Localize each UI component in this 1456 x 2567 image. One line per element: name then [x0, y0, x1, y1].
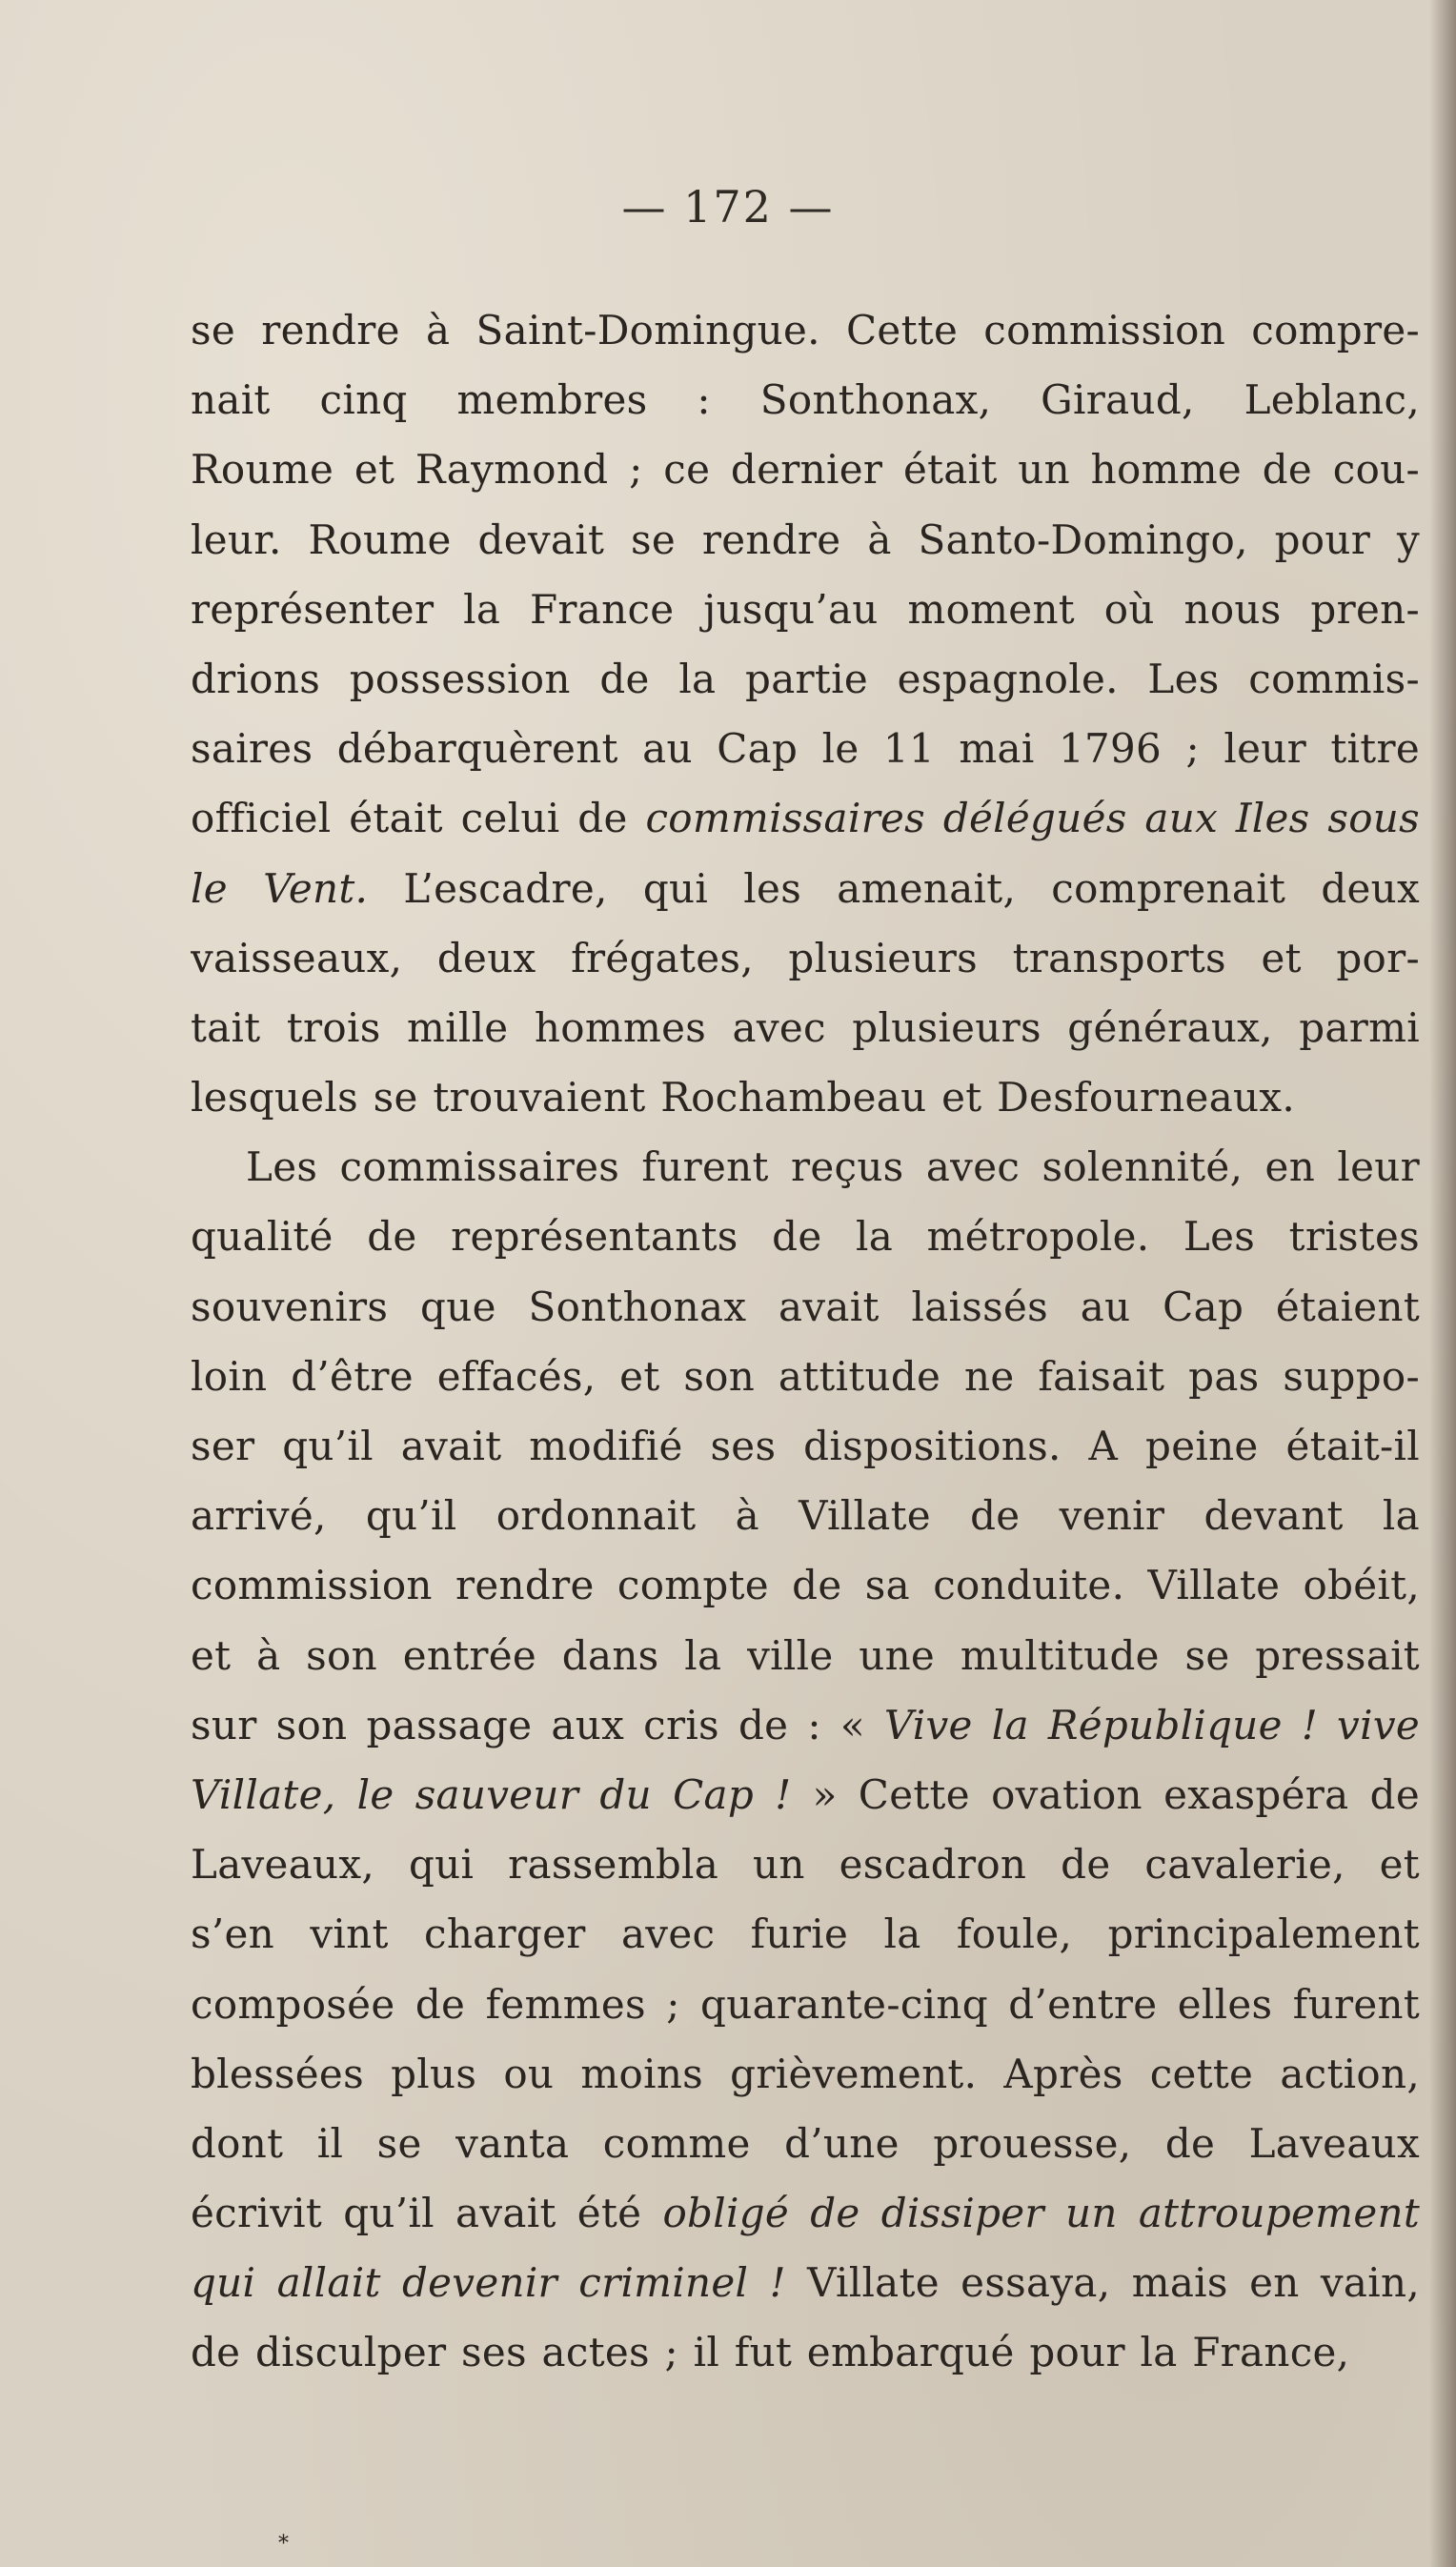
text-segment: sur son passage aux cris de : «	[191, 1701, 884, 1748]
text-segment: qualité de représentants de la métropole. Les tristes	[191, 1213, 1420, 1261]
text-line	[191, 295, 1420, 365]
text-segment: commission rendre compte de sa conduite. Villate obéit,	[191, 1562, 1420, 1609]
text-line	[191, 1272, 1420, 1342]
text-line	[191, 1411, 1420, 1481]
text-segment: loin d’être effacés, et son attitude ne faisait pas suppo-	[191, 1352, 1420, 1400]
text-line	[191, 435, 1420, 504]
text-line	[191, 505, 1420, 575]
text-segment: Roume et Raymond ; ce dernier était un homme de cou-	[191, 446, 1420, 494]
text-segment: et à son entrée dans la ville une multitude se pressait	[191, 1631, 1420, 1679]
text-segment: écrivit qu’il avait été	[191, 2190, 663, 2237]
text-line	[191, 2039, 1420, 2109]
text-line	[191, 2109, 1420, 2178]
text-segment: vaisseaux, deux frégates, plusieurs transports et por-	[191, 934, 1420, 981]
italic-segment: le Vent.	[191, 864, 369, 912]
signature-mark: ⁎	[278, 2525, 289, 2549]
text-line	[191, 1760, 1420, 1829]
text-segment: arrivé, qu’il ordonnait à Villate de venir devant la	[191, 1492, 1420, 1540]
text-segment: Villate essaya, mais en vain,	[785, 2259, 1420, 2307]
text-line	[191, 1132, 1420, 1202]
text-line	[191, 1970, 1420, 2039]
text-line	[191, 1621, 1420, 1690]
page-number: — 172 —	[621, 181, 835, 232]
text-line	[191, 1062, 1420, 1132]
text-segment: Les commissaires furent reçus avec solennité, en leur	[246, 1143, 1420, 1191]
body-text	[191, 295, 1420, 2388]
text-segment: dont il se vanta comme d’une prouesse, de Laveaux	[191, 2119, 1420, 2167]
italic-segment: qui allait devenir criminel !	[191, 2259, 786, 2307]
text-segment: de disculper ses actes ; il fut embarqué pour la France,	[191, 2329, 1350, 2376]
text-segment: se rendre à Saint-Domingue. Cette commission compre-	[191, 307, 1420, 354]
text-line	[191, 1342, 1420, 1411]
text-line	[191, 2248, 1420, 2317]
italic-segment: obligé de dissiper un attroupement	[662, 2190, 1420, 2237]
italic-segment: Villate, le sauveur du Cap !	[191, 1770, 792, 1818]
text-line	[191, 1550, 1420, 1620]
italic-segment: Vive la République ! vive	[883, 1701, 1420, 1748]
text-line	[191, 854, 1420, 923]
text-segment: s’en vint charger avec furie la foule, principalement	[191, 1910, 1420, 1958]
text-segment: blessées plus ou moins grièvement. Après cette action,	[191, 2050, 1420, 2097]
text-line	[191, 575, 1420, 644]
text-line	[191, 993, 1420, 1062]
text-segment: représenter la France jusqu’au moment où nous pren-	[191, 585, 1420, 633]
text-line	[191, 714, 1420, 783]
text-line	[191, 923, 1420, 993]
text-line	[191, 1690, 1420, 1760]
text-segment: ser qu’il avait modifié ses dispositions. A peine était-il	[191, 1423, 1420, 1469]
text-segment: leur. Roume devait se rendre à Santo-Domingo, pour y	[191, 515, 1420, 563]
text-line	[191, 783, 1420, 853]
text-segment: » Cette ovation exaspéra de	[791, 1770, 1420, 1818]
text-segment: lesquels se trouvaient Rochambeau et Desfourneaux.	[191, 1074, 1296, 1122]
text-segment: souvenirs que Sonthonax avait laissés au Cap étaient	[191, 1283, 1420, 1330]
text-line	[191, 365, 1420, 435]
text-line	[191, 1829, 1420, 1899]
text-segment: officiel était celui de	[191, 795, 646, 842]
text-line	[191, 644, 1420, 714]
text-segment: drions possession de la partie espagnole. Les commis-	[191, 655, 1420, 702]
text-segment: Laveaux, qui rassembla un escadron de cavalerie, et	[191, 1841, 1420, 1889]
page-edge-shadow	[1429, 0, 1456, 2567]
text-line	[191, 1202, 1420, 1271]
text-line	[191, 2317, 1420, 2387]
text-segment: tait trois mille hommes avec plusieurs généraux, parmi	[191, 1003, 1420, 1051]
text-line	[191, 2178, 1420, 2248]
text-line	[191, 1899, 1420, 1969]
italic-segment: commissaires délégués aux Iles sous	[645, 795, 1420, 842]
text-segment: L’escadre, qui les amenait, comprenait deux	[368, 864, 1420, 912]
text-segment: saires débarquèrent au Cap le 11 mai 1796 ; leur titre	[191, 725, 1420, 773]
text-segment: nait cinq membres : Sonthonax, Giraud, Leblanc,	[191, 376, 1420, 424]
text-segment: composée de femmes ; quarante-cinq d’entre elles furent	[191, 1980, 1420, 2028]
text-line	[191, 1481, 1420, 1550]
